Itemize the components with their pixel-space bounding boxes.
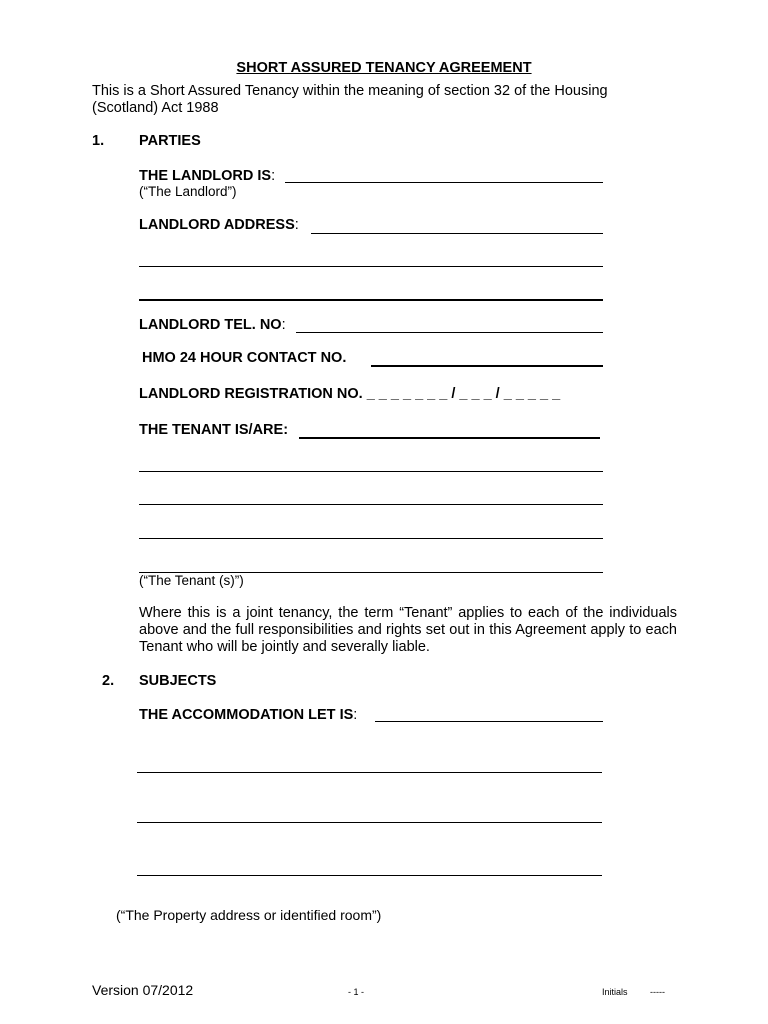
accommodation-line-4[interactable] <box>137 875 602 876</box>
tenant-label: THE TENANT IS/ARE: <box>139 422 289 438</box>
tenant-line-2[interactable] <box>139 471 603 472</box>
tenant-line-1[interactable] <box>299 437 600 439</box>
hmo-contact-label: HMO 24 HOUR CONTACT NO. <box>142 350 347 366</box>
landlord-note: (“The Landlord”) <box>139 184 237 199</box>
landlord-address-line-3[interactable] <box>139 299 603 301</box>
initials-value: ----- <box>650 987 665 997</box>
accommodation-label <box>139 707 357 723</box>
landlord-tel-colon: : <box>281 317 286 333</box>
intro-text: This is a Short Assured Tenancy within the meaning of section 32 of the Housing (Scotland) Act 1988 <box>92 83 608 116</box>
landlord-name-line[interactable] <box>285 182 603 183</box>
landlord-address-line-1[interactable] <box>311 233 603 234</box>
joint-tenancy-paragraph: Where this is a joint tenancy, the term “Tenant” applies to each of the individuals above and the full responsibilities and rights set out in this Agreement apply to each Tenant who will be jointly and severally liable. <box>139 605 677 655</box>
landlord-tel-label <box>139 317 286 333</box>
landlord-label-text: THE LANDLORD IS <box>139 168 272 184</box>
document-title: SHORT ASSURED TENANCY AGREEMENT <box>236 60 532 76</box>
page-number: - 1 - <box>348 987 365 997</box>
landlord-registration-label: LANDLORD REGISTRATION NO. _ _ _ _ _ _ _ / _ _ _ / _ _ _ _ _ <box>139 386 561 402</box>
section-2-number: 2. <box>102 673 115 689</box>
initials-label: Initials <box>602 987 628 997</box>
section-2-heading: SUBJECTS <box>139 673 217 689</box>
hmo-contact-line[interactable] <box>371 365 603 367</box>
landlord-label <box>139 168 275 184</box>
accommodation-line-2[interactable] <box>137 772 602 773</box>
accommodation-line-3[interactable] <box>137 822 602 823</box>
section-1-number: 1. <box>92 133 105 149</box>
section-1-heading: PARTIES <box>139 133 201 149</box>
landlord-tel-label-text: LANDLORD TEL. NO <box>139 317 282 333</box>
tenant-line-3[interactable] <box>139 504 603 505</box>
tenant-note: (“The Tenant (s)”) <box>139 573 244 588</box>
property-note: (“The Property address or identified room”) <box>116 907 382 923</box>
accommodation-label-text: THE ACCOMMODATION LET IS <box>139 707 354 723</box>
accommodation-line-1[interactable] <box>375 721 603 722</box>
accommodation-colon: : <box>353 707 358 723</box>
landlord-tel-line[interactable] <box>296 332 603 333</box>
landlord-colon: : <box>271 168 276 184</box>
landlord-address-line-2[interactable] <box>139 266 603 267</box>
version-label: Version 07/2012 <box>92 982 194 998</box>
landlord-address-label <box>139 217 299 233</box>
landlord-address-colon: : <box>294 217 299 233</box>
landlord-address-label-text: LANDLORD ADDRESS <box>139 217 295 233</box>
tenant-line-4[interactable] <box>139 538 603 539</box>
